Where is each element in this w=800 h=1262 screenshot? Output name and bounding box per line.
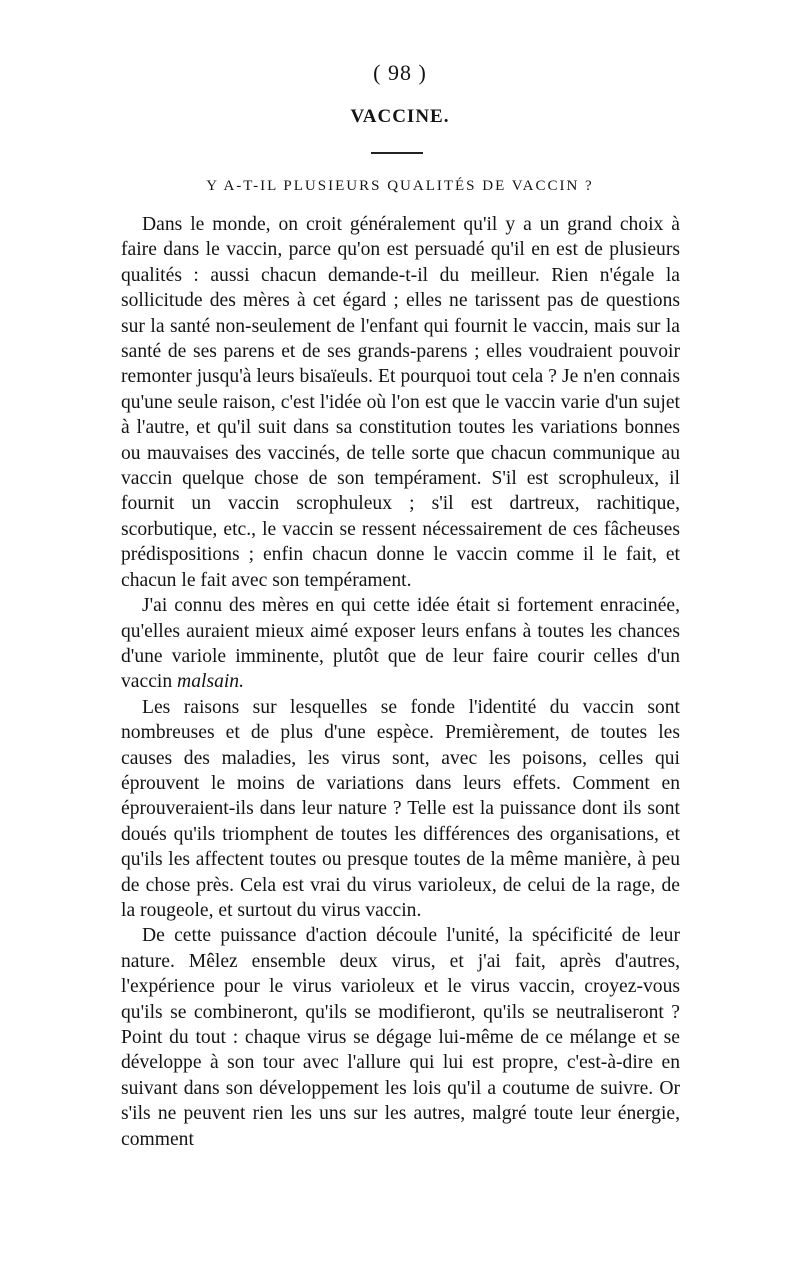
paragraph-3-text: Les raisons sur lesquelles se fonde l'identité du vaccin sont nombreuses et de plus d'une espèce. Premièrement, de toutes les causes des maladies, les virus sont, avec les poisons, celles qui éprouvent le moins de variations dans leurs effets. Comment en éprouveraient-ils dans leur nature ? Telle est la puissance dont ils sont doués qu'ils triomphent de toutes les différences des organisations, et qu'ils les affectent toutes ou presque toutes de la même manière, à peu de chose près. Cela est vrai du virus varioleux, de celui de la rage, de la rougeole, et surtout du virus vaccin. bbox=[121, 696, 680, 921]
paragraph-2-text: J'ai connu des mères en qui cette idée était si fortement enracinée, qu'elles auraient mieux aimé exposer leurs enfans à toutes les chances d'une variole imminente, plutôt que de leur faire courir celles d'un vaccin bbox=[121, 595, 680, 693]
paragraph-2 bbox=[121, 593, 680, 695]
paragraph-4-text: De cette puissance d'action découle l'unité, la spécificité de leur nature. Mêlez ensemble deux virus, et j'ai fait, après d'autres, l'expérience pour le virus varioleux et le virus vaccin, croyez-vous qu'ils se combineront, qu'ils se modifieront, qu'ils se neutraliseront ? Point du tout : chaque virus se dégage lui-même de ce mélange et se développe à son tour avec l'allure qui lui est propre, c'est-à-dire en suivant dans son développement les lois qu'il a coutume de suivre. Or s'ils ne peuvent rien les uns sur les autres, malgré toute leur énergie, comment bbox=[121, 925, 680, 1150]
page-number: ( 98 ) bbox=[373, 60, 427, 85]
paragraph-1-text: Dans le monde, on croit généralement qu'il y a un grand choix à faire dans le vaccin, parce qu'on est persuadé qu'il en est de plusieurs qualités : aussi chacun demande-t-il du meilleur. Rien n'égale la sollicitude des mères à cet égard ; elles ne tarissent pas de questions sur la santé non-seulement de l'enfant qui fournit le vaccin, mais sur la santé de ses parens et de ses grands-parens ; elles voudraient pouvoir remonter jusqu'à leurs bisaïeuls. Et pourquoi tout cela ? Je n'en connais qu'une seule raison, c'est l'idée où l'on est que le vaccin varie d'un sujet à l'autre, et qu'il suit dans sa constitution toutes les variations bonnes ou mauvaises des vaccinés, de telle sorte que chacun communique au vaccin quelque chose de son tempérament. S'il est scrophuleux, il fournit un vaccin scrophuleux ; s'il est dartreux, rachitique, scorbutique, etc., le vaccin se ressent nécessairement de ces fâcheuses prédispositions ; enfin chacun donne le vaccin comme il le fait, et chacun le fait avec son tempérament. bbox=[121, 214, 680, 591]
paragraph-1 bbox=[121, 212, 680, 593]
body-text bbox=[121, 212, 680, 1152]
paragraph-2-emphasis: malsain. bbox=[177, 671, 244, 693]
section-subtitle: Y A-T-IL PLUSIEURS QUALITÉS DE VACCIN ? bbox=[206, 178, 594, 194]
title-rule-divider bbox=[371, 152, 423, 154]
section-title: VACCINE. bbox=[350, 106, 450, 127]
paragraph-3 bbox=[121, 695, 680, 924]
paragraph-4 bbox=[121, 923, 680, 1152]
